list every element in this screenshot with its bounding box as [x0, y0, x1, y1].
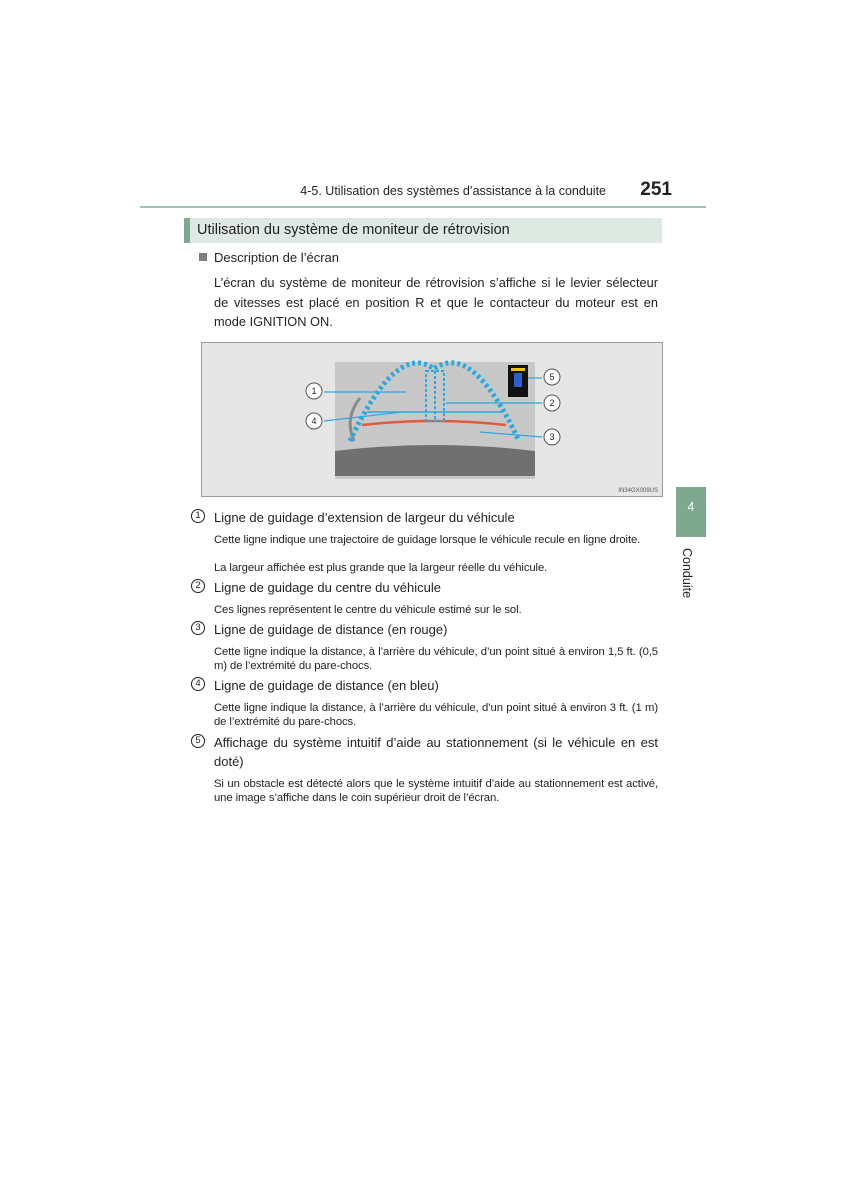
figure-code: IN34GX009US	[618, 488, 658, 494]
svg-text:1: 1	[311, 386, 317, 396]
item-number-badge: 1	[191, 509, 205, 523]
item-number-badge: 3	[191, 621, 205, 635]
item-number-badge: 2	[191, 579, 205, 593]
header-rule	[140, 206, 706, 208]
item-description-note: La largeur affichée est plus grande que la largeur réelle du véhicule.	[214, 562, 548, 574]
chapter-tab	[676, 487, 706, 537]
rear-view-screen-illustration	[202, 343, 664, 498]
item-description: Si un obstacle est détecté alors que le système intuitif d’aide au stationnement est activé, une image s’affiche dans le coin supérieur droit de l’écran.	[214, 778, 658, 804]
chapter-number: 4	[687, 500, 695, 514]
sub-heading-text: Description de l’écran	[214, 250, 340, 265]
sub-heading	[199, 250, 339, 265]
intro-paragraph: L’écran du système de moniteur de rétrovision s’affiche si le levier sélecteur de vitesses est placé en position R et que le contacteur du moteur est en mode IGNITION ON.	[214, 275, 658, 329]
section-heading-text: Utilisation du système de moniteur de rétrovision	[197, 222, 510, 238]
section-heading	[184, 218, 662, 243]
item-title: Ligne de guidage de distance (en bleu)	[214, 678, 439, 693]
item-description: Cette ligne indique la distance, à l’arrière du véhicule, d’un point situé à environ 3 ft. (1 m) de l’extrémité du pare-chocs.	[214, 702, 658, 728]
item-number-badge: 4	[191, 677, 205, 691]
chapter-label: Conduite	[680, 548, 694, 599]
item-description: Cette ligne indique la distance, à l’arrière du véhicule, d’un point situé à environ 1,5 ft. (0,5 m) de l’extrémité du pare-chocs.	[214, 646, 658, 672]
square-bullet-icon	[199, 253, 207, 261]
svg-text:2: 2	[549, 398, 555, 408]
svg-text:3: 3	[549, 432, 555, 442]
item-description: Cette ligne indique une trajectoire de guidage lorsque le véhicule recule en ligne droite.	[214, 534, 641, 546]
item-title: Affichage du système intuitif d’aide au stationnement (si le véhicule en est doté)	[214, 735, 658, 769]
item-title: Ligne de guidage du centre du véhicule	[214, 580, 441, 595]
page-number: 251	[640, 179, 672, 200]
item-number-badge: 5	[191, 734, 205, 748]
svg-text:5: 5	[549, 372, 555, 382]
svg-text:4: 4	[311, 416, 317, 426]
rear-view-monitor-figure	[201, 342, 663, 497]
item-description: Ces lignes représentent le centre du véhicule estimé sur le sol.	[214, 604, 522, 616]
item-title: Ligne de guidage de distance (en rouge)	[214, 622, 448, 637]
item-title: Ligne de guidage d’extension de largeur du véhicule	[214, 510, 515, 525]
bumper-shape	[335, 445, 535, 478]
running-header: 4-5. Utilisation des systèmes d’assistance à la conduite	[300, 184, 606, 198]
